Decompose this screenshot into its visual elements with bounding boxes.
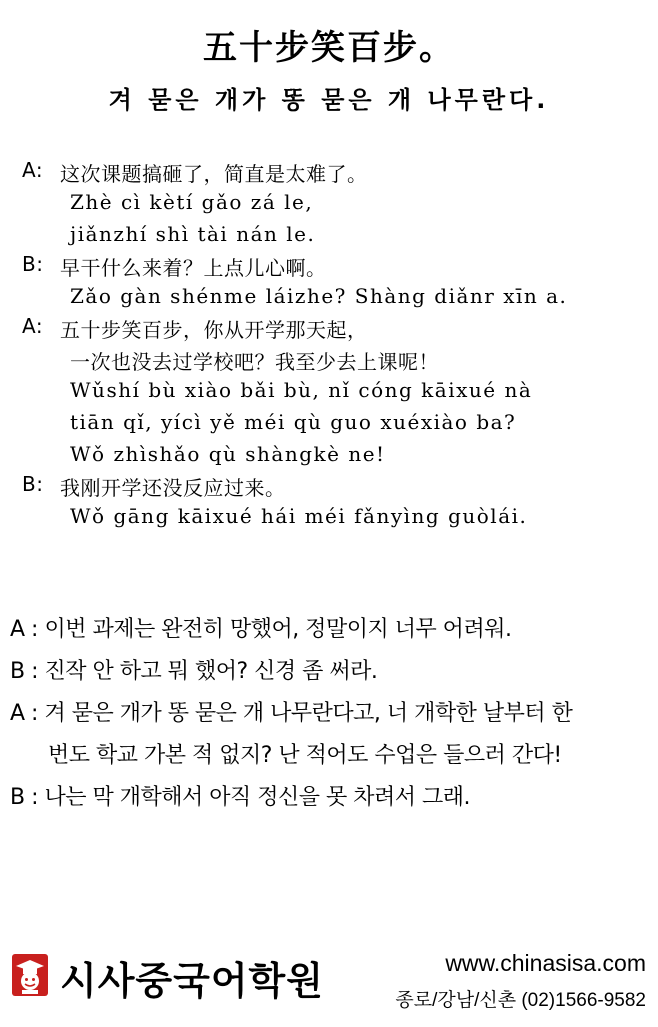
page-title: 五十步笑百步。 xyxy=(203,28,455,68)
chinese-line: 我刚开学还没反应过来。 xyxy=(60,476,286,500)
chinese-line: 早干什么来着？上点儿心啊。 xyxy=(60,256,327,280)
chinese-line: 一次也没去过学校吧？我至少去上课呢！ xyxy=(70,350,439,374)
pinyin-line: Zǎo gàn shénme láizhe? Shàng diǎnr xīn a. xyxy=(70,284,568,308)
scholar-mascot-icon xyxy=(10,952,50,998)
pinyin-line: tiān qǐ, yícì yě méi qù guo xuéxiào ba? xyxy=(70,410,517,434)
pinyin-line: Wǒ zhìshǎo qù shàngkè ne! xyxy=(70,442,386,466)
pinyin-line: jiǎnzhí shì tài nán le. xyxy=(70,222,316,246)
korean-line: A : 이번 과제는 완전히 망했어, 정말이지 너무 어려워. xyxy=(10,617,512,642)
page-subtitle: 겨 묻은 개가 똥 묻은 개 나무란다. xyxy=(108,86,550,114)
website-link[interactable]: www.chinasisa.com xyxy=(445,950,646,976)
speaker-label: B: xyxy=(22,252,44,276)
korean-line: B : 나는 막 개학해서 아직 정신을 못 차려서 그래. xyxy=(10,785,470,810)
chinese-line: 五十步笑百步，你从开学那天起， xyxy=(60,318,368,342)
korean-line: 번도 학교 가본 적 없지? 난 적어도 수업은 들으러 간다! xyxy=(48,743,562,768)
korean-line: B : 진작 안 하고 뭐 했어? 신경 좀 써라. xyxy=(10,659,378,684)
chinese-line: 这次课题搞砸了，简直是太难了。 xyxy=(60,162,368,186)
speaker-label: A: xyxy=(22,314,44,338)
speaker-label: B: xyxy=(22,472,44,496)
pinyin-line: Wǔshí bù xiào bǎi bù, nǐ cóng kāixué nà xyxy=(70,378,533,402)
pinyin-line: Wǒ gāng kāixué hái méi fǎnyìng guòlái. xyxy=(70,504,528,528)
pinyin-line: Zhè cì kètí gǎo zá le, xyxy=(70,190,314,214)
contact-info: 종로/강남/신촌 (02)1566-9582 xyxy=(395,990,646,1011)
korean-line: A : 겨 묻은 개가 똥 묻은 개 나무란다고, 너 개학한 날부터 한 xyxy=(10,701,573,726)
speaker-label: A: xyxy=(22,158,44,182)
academy-brand: 시사중국어학원 xyxy=(60,959,324,1003)
